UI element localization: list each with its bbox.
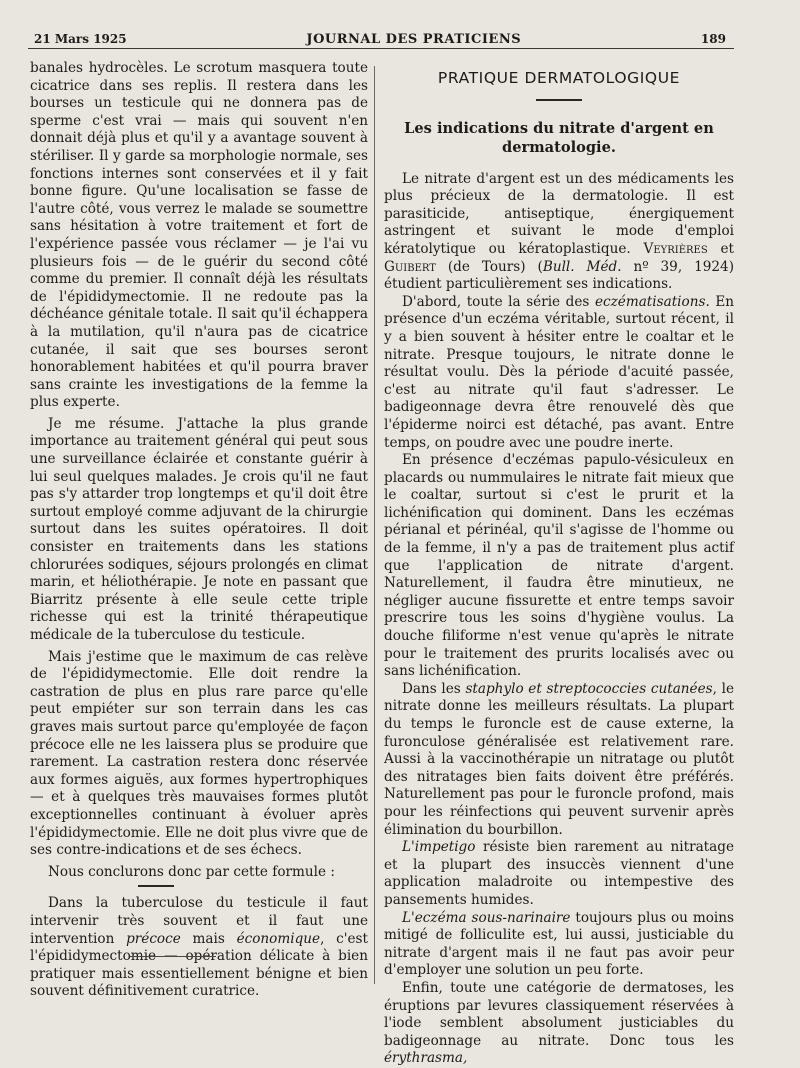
author-guibert: Guibert [384, 258, 436, 275]
text: Enfin, toute une catégorie de dermatoses, les éruptions par levures classiquement réservées à l'iode semblent absolument justiciables du badigeonnage au nitrate. Donc tous les [384, 979, 734, 1049]
emphasis-eczema-sous-narinaire: L'eczéma sous-narinaire [402, 909, 571, 926]
right-paragraph-4 [384, 681, 734, 839]
header-rule [28, 48, 734, 49]
emphasis-impetigo: L'impetigo [402, 839, 476, 856]
emphasis-precoce: précoce [126, 930, 181, 947]
conclusion-paragraph [30, 895, 368, 1001]
text: , le nitrate donne les meilleurs résultats. La plupart du temps le furoncle est de cause externe, la furonculose généralisée est relativement rare. Aussi à la vaccinothérapie un nitratage ou plutôt des nitratages bien faits doivent être préférés. Naturellement pas pour le furoncle profond, mais pour les réinfections qui peuvent survenir après élimination du bourbillon. [384, 680, 734, 838]
right-paragraph-3: En présence d'eczémas papulo-vésiculeux en placards ou nummulaires le nitrate fait mieux que le coaltar, surtout si c'est le prurit et la lichénification qui dominent. Dans les eczémas périanal et périnéal, qu'il s'agisse de l'homme ou de la femme, il n'y a pas de traitement plus actif que l'application de nitrate d'argent. Naturellement, il faudra être minutieux, ne négliger aucune fissurette et entre temps savoir prescrire tous les soins d'hygiène voulus. La douche filiforme n'est venue qu'après le nitrate pour le traitement des prurits localisés avec ou sans lichénification. [384, 452, 734, 680]
emphasis-erythrasma: érythrasma, [384, 1050, 468, 1067]
text: D'abord, toute la série des [402, 293, 595, 310]
conclusion-text-1: Dans la tuberculose du testicule il faut intervenir très souvent et il faut une intervention [30, 895, 368, 947]
conclusion-text-3: , c'est l'épididymectomie — opération délicate à bien pratiquer mais essentiellement bénigne et bien souvent définitivement curatrice. [30, 930, 368, 1000]
right-column [384, 60, 734, 1068]
left-paragraph-3: Mais j'estime que le maximum de cas relève de l'épididymectomie. Elle doit rendre la castration de plus en plus rare parce qu'elle peut empiéter sur son terrain dans les cas graves mais surtout parce qu'employée de façon précoce elle ne les laissera plus se produire que rarement. La castration restera donc réservée aux formes aiguës, aux formes hypertrophiques — et à quelques très mauvaises formes plutôt exceptionnelles continuant à évoluer après l'épididymectomie. Elle ne doit plus vivre que de ses contre-indications et de ses échecs. [30, 648, 368, 859]
journal-reference: Bull. Méd. [542, 258, 622, 275]
text: résiste bien rarement au nitratage et la plupart des insuccès viennent d'une application maladroite ou intempestive des pansements humides. [384, 839, 734, 908]
title-rule [536, 99, 582, 101]
text: Le nitrate d'argent est un des médicaments les plus précieux de la dermatologie. Il est parasiticide, antiseptique, énergiquement astringent et suivant le mode d'emploi kératolytique ou kératoplastique. [384, 170, 734, 257]
left-paragraph-1: banales hydrocèles. Le scrotum masquera toute cicatrice dans ses replis. Il restera dans les bourses un testicule qui ne donnera pas de sperme c'est vrai — mais qui souvent n'en donnait déjà plus et qu'il y a avantage souvent à stériliser. Il y garde sa morphologie normale, ses fonctions internes sont conservées et il y fait bonne figure. Qu'une localisation se fasse de l'autre côté, vous verrez le malade se soumettre sans hésitation à votre traitement et fort de l'expérience passée vous réclamer — je l'ai vu plusieurs fois — de le guérir du second côté comme du premier. Il connaît déjà les résultats de l'épididymectomie. Il ne redoute pas la déchéance génitale totale. Il sait qu'il échappera à la mutilation, qu'il n'aura pas de cicatrice cutanée, il sait que ses bourses seront honorablement habitées et qu'il pourra braver sans crainte les investigations de la femme la plus experte. [30, 60, 368, 411]
page-number: 189 [700, 32, 726, 46]
column-divider [374, 66, 375, 984]
conclusion-intro: Nous conclurons donc par cette formule : [48, 863, 335, 880]
running-head [34, 30, 726, 48]
right-paragraph-5 [384, 839, 734, 909]
journal-name: JOURNAL DES PRATICIENS [306, 31, 522, 47]
author-veyrieres: Veyrières [643, 240, 708, 257]
right-paragraph-1 [384, 171, 734, 294]
emphasis-staphylo: staphylo et streptococcies cutanées [465, 680, 713, 697]
text: (de Tours) ( [435, 258, 543, 275]
emphasis-economique: économique [236, 930, 321, 947]
text: Dans les [402, 680, 466, 697]
issue-date: 21 Mars 1925 [34, 32, 127, 46]
right-paragraph-6 [384, 910, 734, 980]
separator-rule [138, 885, 174, 887]
text: nº 39, 1924) étudient particulièrement ses indications. [384, 258, 734, 293]
emphasis-eczematisations: eczématisations [594, 293, 706, 310]
end-rule [130, 956, 216, 957]
left-paragraph-2: Je me résume. J'attache la plus grande importance au traitement général qui peut sous une surveillance éclairée et constante guérir à lui seul quelques malades. Je crois qu'il ne faut pas s'y attarder trop longtemps et qu'il doit être surtout employé comme adjuvant de la chirurgie surtout dans les suites opératoires. Il doit consister en traitements dans les stations chlorurées sodiques, séjours prolongés en climat marin, et héliothérapie. Je note en passant que Biarritz présente à elle seule cette triple richesse qui est la trinité thérapeutique médicale de la tuberculose du testicule. [30, 415, 368, 643]
text: et [707, 240, 734, 257]
section-title: PRATIQUE DERMATOLOGIQUE [437, 69, 681, 87]
right-paragraph-2 [384, 294, 734, 452]
text: . En présence d'un eczéma véritable, surtout récent, il y a bien souvent à hésiter entre le coaltar et le nitrate. Presque toujours, le nitrate donne le résultat voulu. Dès la période d'acuité passée, c'est au nitrate qu'il faut s'adresser. Le badigeonnage devra être renouvelé dès que l'épiderme noirci est détaché, pas avant. Entre temps, on poudre avec une poudre inerte. [384, 293, 734, 451]
left-column [30, 60, 368, 1001]
article-title: Les indications du nitrate d'argent en dermatologie. [404, 119, 714, 156]
text: toujours plus ou moins mitigé de folliculite est, lui aussi, justiciable du nitrate d'argent mais il ne faut pas avoir peur d'employer une solution un peu forte. [384, 909, 734, 979]
conclusion-text-2: mais [180, 930, 237, 947]
right-paragraph-7 [384, 980, 734, 1068]
